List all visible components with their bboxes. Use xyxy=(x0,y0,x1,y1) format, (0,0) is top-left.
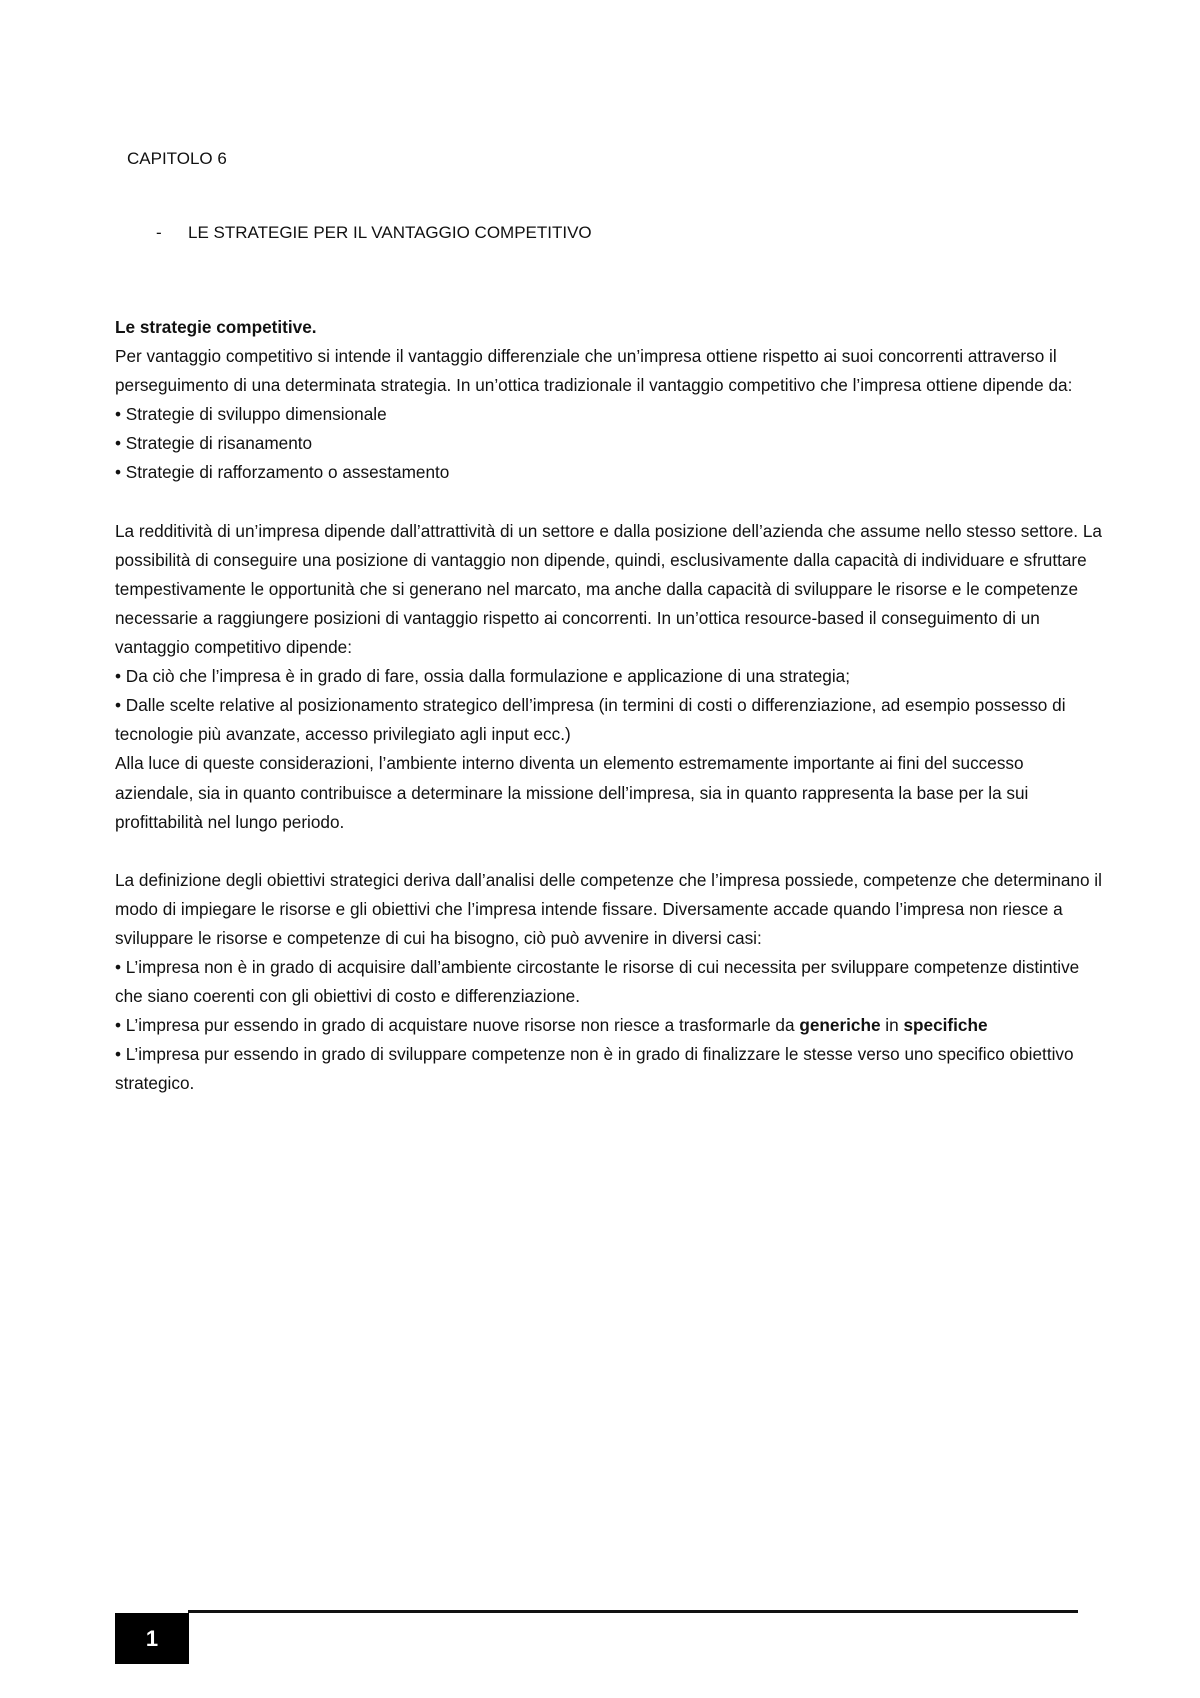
subtitle: Le strategie competitive. xyxy=(115,317,317,337)
list-item: • Dalle scelte relative al posizionamento strategico dell’impresa (in termini di costi o differenziazione, ad esempio possesso di tecnologie più avanzate, accesso privilegiato agli input ecc.) xyxy=(115,695,1066,745)
list-item-text: in xyxy=(880,1015,904,1036)
paragraph-4: La definizione degli obiettivi strategici deriva dall’analisi delle competenze che l’impresa possiede, competenze che determinano il modo di impiegare le risorse e gli obiettivi che l’impresa intende fissare. Diversamente accade quando l’impresa non riesce a sviluppare le risorse e competenze di cui ha bisogno, ciò può avvenire in diversi casi: xyxy=(115,869,1102,948)
list-dash: - xyxy=(156,223,162,242)
paragraph-spacer xyxy=(115,837,1105,866)
bold-term-specifiche: specifiche xyxy=(903,1015,988,1036)
paragraph-2: La redditività di un’impresa dipende dall’attrattività di un settore e dalla posizione dell’azienda che assume nello stesso settore. La possibilità di conseguire una posizione di vantaggio non dipende, quindi, esclusivamente dalla capacità di individuare e sfruttare tempestivamente le opportunità che si generano nel marcato, ma anche dalla capacità di sviluppare le risorse e le competenze necessarie a raggiungere posizioni di vantaggio rispetto ai concorrenti. In un’ottica resource-based il conseguimento di un vantaggio competitivo dipende: xyxy=(115,520,1102,658)
list-item: • Strategie di risanamento xyxy=(115,433,313,454)
list-item: • Strategie di sviluppo dimensionale xyxy=(115,404,387,425)
page-number: 1 xyxy=(115,1613,189,1664)
bold-term-generiche: generiche xyxy=(799,1015,881,1036)
document-body xyxy=(115,313,1105,1099)
footer-rule xyxy=(188,1610,1078,1613)
list-item: • L’impresa pur essendo in grado di sviluppare competenze non è in grado di finalizzare le stesse verso uno specifico obiettivo strategico. xyxy=(115,1044,1074,1094)
section-title: LE STRATEGIE PER IL VANTAGGIO COMPETITIVO xyxy=(188,223,592,242)
paragraph-1: Per vantaggio competitivo si intende il vantaggio differenziale che un’impresa ottiene rispetto ai suoi concorrenti attraverso il perseguimento di una determinata strategia. In un’ottica tradizionale il vantaggio competitivo che l’impresa ottiene dipende da: xyxy=(115,346,1073,396)
list-item-text: • L’impresa pur essendo in grado di acquistare nuove risorse non riesce a trasformarle da xyxy=(115,1015,800,1036)
list-item xyxy=(115,1011,1105,1040)
paragraph-spacer xyxy=(115,488,1105,517)
list-item: • L’impresa non è in grado di acquisire dall’ambiente circostante le risorse di cui necessita per sviluppare competenze distintive che siano coerenti con gli obiettivi di costo e differenziazione. xyxy=(115,957,1080,1007)
list-item: • Da ciò che l’impresa è in grado di fare, ossia dalla formulazione e applicazione di una strategia; xyxy=(115,666,850,687)
list-item: • Strategie di rafforzamento o assestamento xyxy=(115,462,450,483)
section-heading xyxy=(156,222,1056,244)
paragraph-3: Alla luce di queste considerazioni, l’ambiente interno diventa un elemento estremamente importante ai fini del successo aziendale, sia in quanto contribuisce a determinare la missione dell’impresa, sia in quanto rappresenta la base per la sui profittabilità nel lungo periodo. xyxy=(115,753,1029,832)
chapter-label: CAPITOLO 6 xyxy=(127,149,227,168)
